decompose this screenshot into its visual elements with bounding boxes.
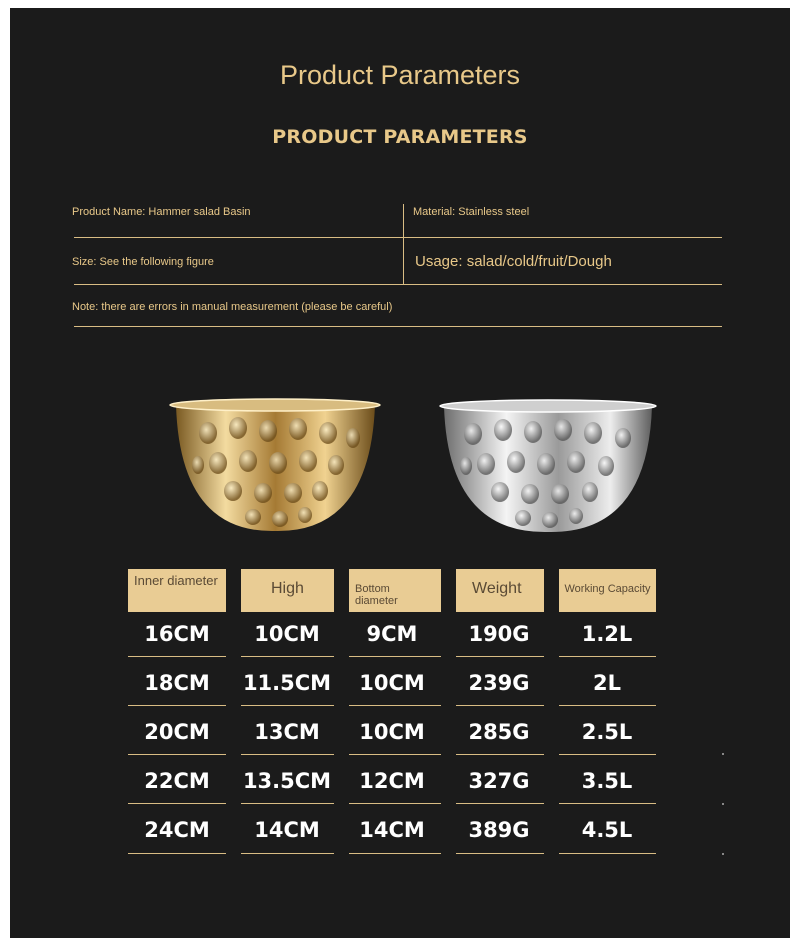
row-divider: [559, 803, 656, 804]
row-divider: [349, 853, 441, 854]
row-divider: [349, 656, 441, 657]
table-cell: 2L: [593, 671, 621, 695]
table-cell: 1.2L: [581, 622, 633, 646]
decorative-dot: [722, 853, 724, 855]
table-cell: 13CM: [254, 720, 320, 744]
page-title: Product Parameters: [279, 60, 521, 90]
table-cell: 4.5L: [581, 818, 633, 842]
product-name-text: Product Name: Hammer salad Basin: [72, 206, 251, 218]
table-cell: 10CM: [359, 671, 425, 695]
row-divider: [349, 705, 441, 706]
product-parameters-panel: [10, 8, 790, 938]
table-cell: 11.5CM: [242, 671, 332, 695]
info-column-divider: [403, 204, 404, 284]
row-divider: [241, 803, 334, 804]
header-weight: Weight: [456, 569, 544, 612]
decorative-dot: [722, 803, 724, 805]
row-divider: [241, 656, 334, 657]
decorative-dot: [722, 753, 724, 755]
row-divider: [241, 705, 334, 706]
row-divider: [241, 853, 334, 854]
table-cell: 389G: [468, 818, 530, 842]
header-high: High: [241, 569, 334, 612]
row-divider: [128, 705, 226, 706]
table-cell: 10CM: [254, 622, 320, 646]
table-cell: 239G: [468, 671, 530, 695]
table-cell: 10CM: [359, 720, 425, 744]
row-divider: [559, 754, 656, 755]
row-divider: [456, 803, 544, 804]
header-working-capacity: Working Capacity: [559, 569, 656, 612]
header-bottom-diameter: Bottom diameter: [349, 569, 441, 612]
row-divider: [128, 853, 226, 854]
row-divider: [128, 803, 226, 804]
row-divider: [128, 754, 226, 755]
row-divider: [456, 754, 544, 755]
silver-bowl-image: [438, 396, 658, 538]
row-divider: [241, 754, 334, 755]
table-cell: 285G: [468, 720, 530, 744]
row-divider: [349, 754, 441, 755]
table-cell: 14CM: [359, 818, 425, 842]
size-text: Size: See the following figure: [72, 256, 214, 268]
row-divider: [128, 656, 226, 657]
table-cell: 20CM: [144, 720, 210, 744]
table-cell: 24CM: [144, 818, 210, 842]
table-cell: 12CM: [359, 769, 425, 793]
usage-text: Usage: salad/cold/fruit/Dough: [415, 253, 612, 270]
table-cell: 16CM: [144, 622, 210, 646]
row-divider: [559, 705, 656, 706]
row-divider: [456, 656, 544, 657]
table-cell: 2.5L: [581, 720, 633, 744]
row-divider: [559, 656, 656, 657]
page-subtitle: PRODUCT PARAMETERS: [272, 126, 528, 148]
table-cell: 9CM: [366, 622, 418, 646]
table-cell: 190G: [468, 622, 530, 646]
row-divider: [559, 853, 656, 854]
row-divider: [456, 705, 544, 706]
note-text: Note: there are errors in manual measurement (please be careful): [72, 301, 393, 313]
table-cell: 14CM: [254, 818, 320, 842]
info-divider-2: [74, 284, 722, 285]
table-cell: 327G: [468, 769, 530, 793]
row-divider: [456, 853, 544, 854]
table-cell: 13.5CM: [242, 769, 332, 793]
gold-bowl-image: [168, 393, 383, 538]
info-divider-3: [74, 326, 722, 327]
material-text: Material: Stainless steel: [413, 206, 530, 218]
header-inner-diameter: Inner diameter: [128, 569, 226, 612]
table-cell: 18CM: [144, 671, 210, 695]
table-cell: 22CM: [144, 769, 210, 793]
row-divider: [349, 803, 441, 804]
table-cell: 3.5L: [581, 769, 633, 793]
info-divider-1: [74, 237, 722, 238]
